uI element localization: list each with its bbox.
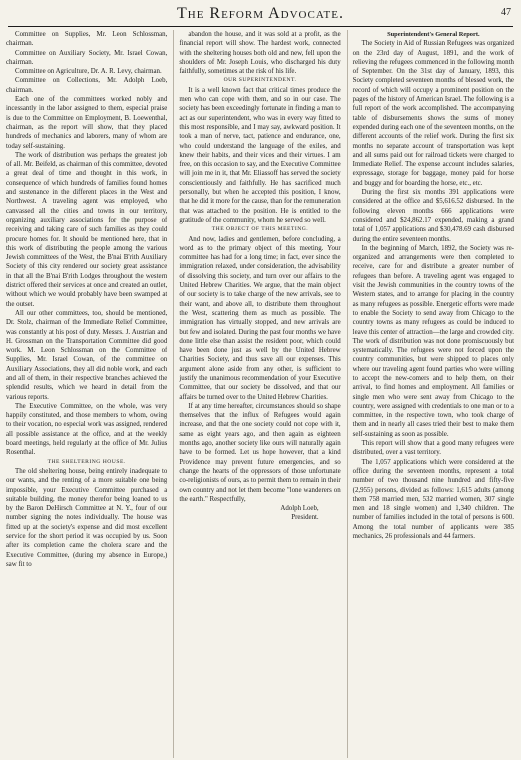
column-2 <box>173 30 340 758</box>
paragraph: The 1,057 applications which were considered at the office during the seventeen months, represent a total number of two thousand nine hundred and fifty-five (2,955) persons, divided as follows: 1,615 adults (among them 758 married men, 532 married women, 307 single men and 18 single women) and 1,340 children. The number of families included in the total of persons is 600. Among the total number of applicants were 385 mechanics, 26 professionals and 44 farmers. <box>352 458 514 541</box>
paragraph: Committee on Collections, Mr. Adolph Loeb, chairman. <box>6 77 168 94</box>
paragraph: It is a well known fact that critical times produce the men who can cope with them, and so in our case. The society has been exceedingly fortunate in finding a man to act as our superintendent, who was in every way fitted to this most responsible, and I may say, awkward position. It took a man of nerve, tact, patience and endurance, one, who could understand the language of the exiles, and knew their habits, and their vices and their virtues. I am free, on this occasion to say, and the Executive Committee will join me in it, that Mr. Eliassoff has served the society conscientiously and faithfully. He has sacrificed much personally, but when he accepted this position, I know, that he did it more for the cause, than for the remuneration that was attached to the position. He is entitled to the gratitude of the community, whom he served so well. <box>179 86 341 224</box>
section-heading: THE SHELTERING HOUSE. <box>47 458 126 465</box>
masthead-title: The Reform Advocate. <box>176 5 344 22</box>
article-columns <box>6 30 514 758</box>
paragraph: Each one of the committees worked nobly and incessantly in the labor assigned to them, especial praise is due to the Committee on Employment, B. Loewenthal, chairman, as the report will show, that they placed hundreds of mechanics and laborers, many of whom are today self-sustaining. <box>6 96 168 150</box>
section-heading: OUR SUPERINTENDENT. <box>223 77 297 84</box>
paragraph: If at any time hereafter, circumstances should so shape themselves that the influx of Refugees would again increase, and that the one society could not cope with it, same as eight years ago, and then again as eighteen months ago, another society like ours will naturally again have to be formed. Let us hope however, that a kind Providence may prevent future emergencies, and so change the hearts of the oppressors of those unfortunate co-religionists of ours, as to permit them to remain in their own country and not let them become "lone wanderers on the earth." Respectfully, <box>179 402 341 503</box>
paragraph: The Society in Aid of Russian Refugees was organized on the 23rd day of August, 1891, and the work of relieving the refugees commenced in the following month of September. On the 31st day of January, 1893, this Society completed seventeen months of blessed work, the record of which will occupy a prominent position on the pages of the history of American Israel. The following is a full report of the work accomplished. The accompanying table of disbursements shows the sums of money expended during each one of the seventeen months, on the different accounts of the relief work. During the first six months no separate account of transportation was kept and all sums paid out for railroad tickets were charged to Immediate Relief. The expense account includes salaries, expressage, storage for baggage, money paid for horse and buggy and for boarding the horse, etc., etc. <box>352 40 514 187</box>
signature-name: Adolph Loeb, <box>280 505 319 513</box>
paragraph: abandon the house, and it was sold at a profit, as the financial report will show. The hardest work, connected with the sheltering houses both old and new, fell upon the shoulders of Mr. Joseph Louis, who discharged his duty faithfully, sometimes at the risk of his life. <box>179 31 341 76</box>
section-heading: Superintendent's General Report. <box>387 31 480 38</box>
column-3 <box>347 30 514 758</box>
paragraph: This report will show that a good many refugees were distributed, over a vast territory. <box>352 440 514 457</box>
column-1 <box>6 30 167 758</box>
section-heading: THE OBJECT OF THIS MEETING. <box>211 226 309 233</box>
signature-title: President. <box>291 514 319 522</box>
paragraph: Committee on Supplies, Mr. Leon Schlossman, chairman. <box>6 31 168 48</box>
paragraph: Committee on Auxiliary Society, Mr. Israel Cowan, chairman. <box>6 49 168 66</box>
page-number: 47 <box>501 7 511 18</box>
paragraph: All our other committees, too, should be mentioned, Dr. Stolz, chairman of the Immediate Relief Committee, was constantly at his post of duty. Messrs. J. Austrian and H. Grossman on the Transportation Committee did good work. M. Leon Schlossman on the Committee of Supplies, Mr. Israel Cowan, of the committee on Auxiliary Associations, they all did noble work, and each and all of them, in their respective branches achieved the splendid results, which we heard in detail from the various reports. <box>6 309 168 401</box>
page-header <box>8 4 513 27</box>
paragraph: And now, ladies and gentlemen, before concluding, a word as to the primary object of this meeting. Your committee has had for a long time; in fact, ever since the immigration relaxed, under consideration, the advisability of dissolving this society, and turn over our affairs to the United Hebrew Charities. We argue, that the main object of our society is to take charge of the new arrivals, see to their want, and above all, to distribute them throughout the West, scattering them as much as possible. The immigration has virtually stopped, and new arrivals are but few and isolated. During the past four months we have done little else than assist the resident poor, which could have been done just as well by the United Hebrew Charities Society, and thus save all our expenses. This argument alone aside from any other, is sufficient to justify the unanimous recommendation of your Executive Committee, that our society be dissolved, and that our affairs be turned over to the United Hebrew Charities. <box>179 235 341 401</box>
paragraph: Committee on Agriculture, Dr. A. R. Levy, chairman. <box>15 68 162 76</box>
paragraph: The Executive Committee, on the whole, was very happily constituted, and those members to whom, owing to their vocation, no especial work was assigned, rendered all possible assistance at the office, and at the weekly board meetings, held regularly at the office of Mr. Julius Rosenthal. <box>6 402 168 457</box>
paragraph: In the beginning of March, 1892, the Society was re-organized and arrangements were then completed to receive, care for and distribute a greater number of refugees than before. A traveling agent was engaged to visit the Jewish communities in the country towns of the Western states, and to arrange for placing in the country as many refugees as possible. Energetic efforts were made to enable the Society to send away from Chicago to the country towns as many refugees as could be induced to leave this center of attraction—the large and crowded city. The work of distribution was not done promiscuously but systematically. The refugees were not forced upon the country communities, but were shipped to places only where our traveling agent found parties who were willing to accept the new-comers and to help them, on their arrival, to find homes and employment. All families or single men who were sent away from Chicago to the country, were assigned with credentials to one man or to a committee, in the respective town, who took charge of them and in nearly all cases tried their best to make them self-sustaining as soon as possible. <box>352 244 514 438</box>
paragraph: The work of distribution was perhaps the greatest job of all. Mr. Beifeld, as chairman of this committee, devoted a great deal of time and thought in this work, in consequence of which hundreds of families found homes and sustenance in the different places in the West and Northwest. A traveling agent was employed, who canvassed all the cities and towns in our territory, organizing auxiliary associations for the purpose of receiving and taking care of such families as they could procure homes for. It should be mentioned here, that in this work of distributing the people among the various Jewish committees of the West, the B'nai B'rith Auxiliary Society of this city rendered our society great assistance in that all the B'nai B'rith Lodges throughout the western district offered their services at once and created an outlet, without which we would probably have been swamped at the outset. <box>6 151 168 308</box>
paragraph: The old sheltering house, being entirely inadequate to our wants, and the renting of a more suitable one being impossible, your Executive Committee purchased a suitable building, the money therefor being loaned to us by the Baron DeHirsch Committee at N. Y., four of our number signing the notes individually. The house was fitted up at the society's expense and did most excellent service for the short period it was occupied by us. Soon after its completion came the cholera scare and the Executive Committee, (during my absence in Europe,) saw fit to <box>6 467 168 568</box>
paragraph: During the first six months 391 applications were considered at the office and $5,616.52 disbursed. In the following eleven months 666 applications were considered and $24,862.17 expended, making a grand total of 1,057 applications and $30,478.69 cash disbursed during the entire seventeen months. <box>352 189 514 243</box>
